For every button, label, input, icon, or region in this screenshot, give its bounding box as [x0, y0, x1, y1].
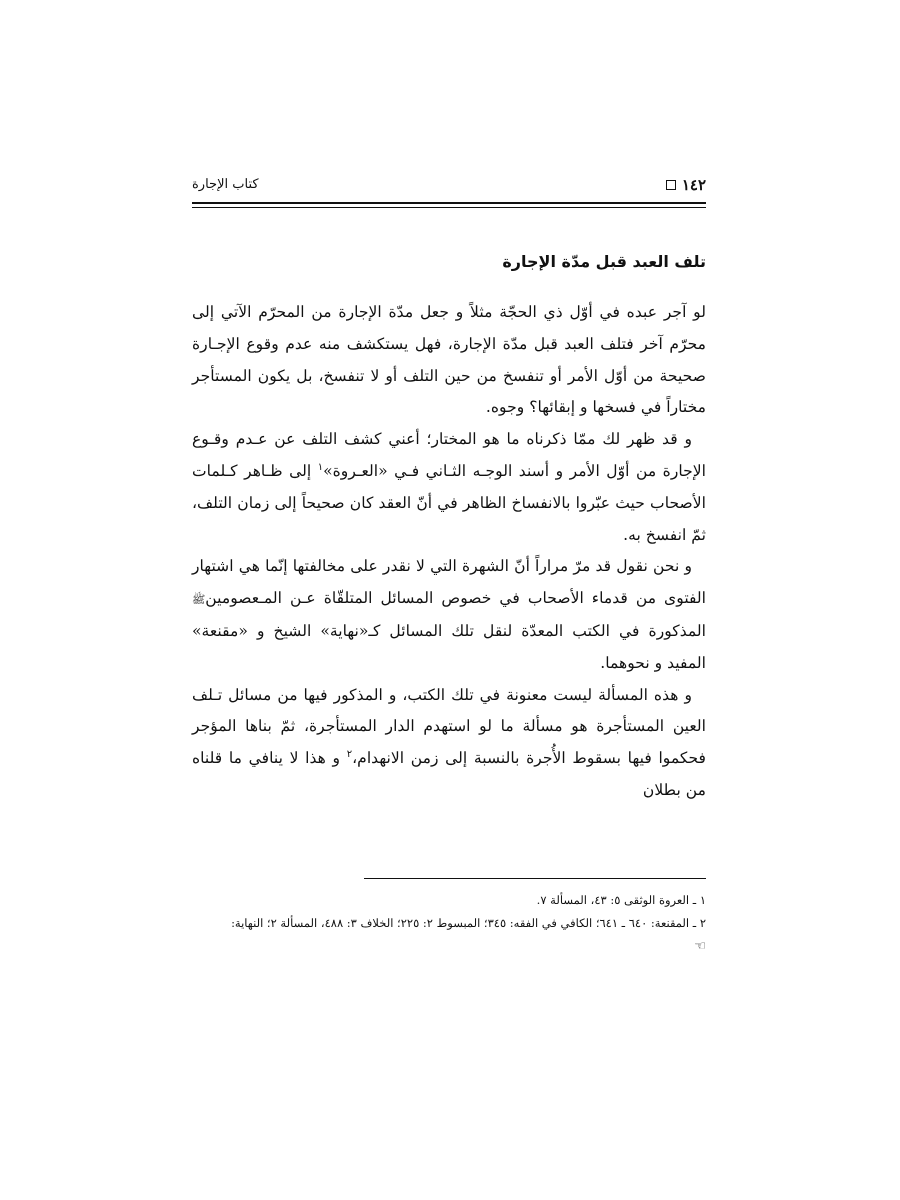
paragraph-4-text-a: و هذه المسألة ليست معنونة في تلك الكتب، و المذكور فيها من مسائل تـلف العين المستأجرة هو مسألة ما لو استهدم الدار المستأجرة، ثمّ بناها المؤجر فحكموا فيها بسقوط الأُجرة بالنسبة إلى زمن الانهدام،: [192, 685, 706, 768]
paragraph-2: [192, 424, 706, 551]
paragraph-3-text-b: المذكورة في الكتب المعدّة لنقل تلك المسائل كـ«نهاية» الشيخ و «مقنعة» المفيد و نحوهما.: [192, 621, 706, 672]
footnotes: [192, 889, 706, 958]
body-text: [192, 297, 706, 807]
section-heading: تلف العبد قبل مدّة الإجارة: [502, 252, 706, 271]
footnote-ref-2[interactable]: ٢: [346, 748, 353, 760]
paragraph-3: [192, 551, 706, 679]
page-number: ١٤٢: [681, 176, 706, 194]
header-rule-thin: [192, 207, 706, 208]
square-box-icon: [666, 180, 676, 190]
footnote-ref-1[interactable]: ١: [317, 461, 324, 473]
pointing-hand-icon: ☜: [694, 939, 706, 954]
paragraph-4-text-b: و هذا لا ينافي ما قلناه من بطلان: [192, 749, 706, 799]
paragraph-2-text-b: إلى ظـاهر كـلمات الأصحاب حيث عبّروا بالانفساخ الظاهر في أنّ العقد كان صحيحاً إلى زمان التلف، ثمّ انفسخ به.: [192, 461, 706, 544]
paragraph-1: لو آجر عبده في أوّل ذي الحجّة مثلاً و جعل مدّة الإجارة من المحرّم الآتي إلى محرّم آخر فتلف العبد قبل مدّة الإجارة، فهل يستكشف منه عدم وقوع الإجـارة صحيحة من أوّل الأمر أو تنفسخ من حين التلف أو لا تنفسخ، بل يكون المستأجر مختاراً في فسخها و إبقائها؟ وجوه.: [192, 303, 706, 417]
footnote-1: ١ ـ العروة الوثقى ٥: ٤٣، المسألة ٧.: [536, 893, 706, 907]
book-title: كتاب الإجارة: [192, 177, 259, 192]
paragraph-3-text-a: و نحن نقول قد مرّ مراراً أنّ الشهرة التي لا نقدر على مخالفتها إنّما هي اشتهار الفتوى من قدماء الأصحاب في خصوص المسائل المتلقّاة عـن المـعصومين: [192, 557, 706, 608]
header-rule-thick: [192, 202, 706, 204]
honorific-symbol: ﷺ: [192, 593, 206, 607]
paragraph-2-text-a: و قد ظهر لك ممّا ذكرناه ما هو المختار؛ أعني كشف التلف عن عـدم وقـوع الإجارة من أوّل الأمر و أسند الوجـه الثـاني فـي «العـروة»: [192, 430, 706, 480]
footnote-separator: [364, 878, 706, 879]
header-page-number-group: [666, 176, 706, 194]
footnote-2: ٢ ـ المقنعة: ٦٤٠ ـ ٦٤١؛ الكافي في الفقه: ٣٤٥؛ المبسوط ٢: ٢٢٥؛ الخلاف ٣: ٤٨٨، المسألة ٢؛ النهاية:: [231, 916, 706, 930]
paragraph-4: [192, 680, 706, 807]
running-header: [192, 176, 706, 196]
